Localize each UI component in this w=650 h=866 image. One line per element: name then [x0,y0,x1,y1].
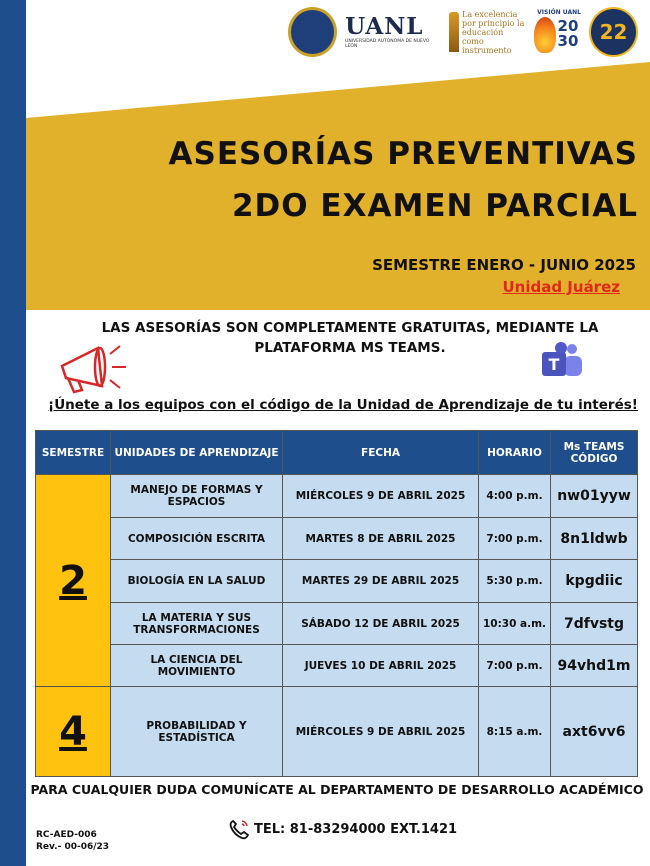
unit-cell: LA CIENCIA DEL MOVIMIENTO [111,645,283,687]
table-row [36,645,638,687]
date-cell: MARTES 8 DE ABRIL 2025 [283,518,479,560]
date-cell: MIÉRCOLES 9 DE ABRIL 2025 [283,475,479,518]
teams-code-cell: nw01yyw [551,475,638,518]
date-cell: MIÉRCOLES 9 DE ABRIL 2025 [283,687,479,777]
vision-logo-years: 20 30 [557,17,579,50]
left-blue-bar [0,0,26,866]
unit-cell: PROBABILIDAD Y ESTADÍSTICA [111,687,283,777]
excelencia-logo [449,10,526,55]
unit-cell: BIOLOGÍA EN LA SALUD [111,560,283,603]
schedule-table [35,430,638,777]
table-row [36,475,638,518]
teams-code-cell: 7dfvstg [551,603,638,645]
date-cell: SÁBADO 12 DE ABRIL 2025 [283,603,479,645]
table-row [36,687,638,777]
megaphone-icon [54,340,134,398]
table-header-row [36,431,638,475]
time-cell: 7:00 p.m. [479,518,551,560]
time-cell: 10:30 a.m. [479,603,551,645]
header-unidades: UNIDADES DE APRENDIZAJE [111,431,283,475]
svg-text:T: T [548,355,560,374]
date-cell: JUEVES 10 DE ABRIL 2025 [283,645,479,687]
time-cell: 4:00 p.m. [479,475,551,518]
unit-label: Unidad Juárez [502,278,620,296]
vision-2030-logo [534,9,581,55]
info-text: LAS ASESORÍAS SON COMPLETAMENTE GRATUITAS, MEDIANTE LA PLATAFORMA MS TEAMS. [101,320,599,356]
date-cell: MARTES 29 DE ABRIL 2025 [283,560,479,603]
anniversary-logo [589,7,638,57]
join-instruction: ¡Únete a los equipos con el código de la Unidad de Aprendizaje de tu interés! [48,397,638,413]
semester-label: SEMESTRE ENERO - JUNIO 2025 [372,256,636,274]
unit-cell: MANEJO DE FORMAS Y ESPACIOS [111,475,283,518]
ms-teams-icon [540,342,586,380]
uanl-logo [345,15,441,49]
phone-number: TEL: 81-83294000 EXT.1421 [254,821,458,837]
uanl-logo-subtitle: UNIVERSIDAD AUTÓNOMA DE NUEVO LEÓN [345,39,430,49]
teams-code-cell: kpgdiic [551,560,638,603]
header-fecha: FECHA [283,431,479,475]
phone-line [228,818,457,840]
teams-code-cell: 94vhd1m [551,645,638,687]
table-row [36,603,638,645]
time-cell: 8:15 a.m. [479,687,551,777]
header-horario: HORARIO [479,431,551,475]
uanl-seal-logo [288,7,337,57]
semester-cell: 2 [36,475,111,687]
teams-code-cell: axt6vv6 [551,687,638,777]
vision-logo-label: VISIÓN UANL [537,9,581,16]
time-cell: 5:30 p.m. [479,560,551,603]
logo-strip [288,4,638,60]
document-code-line-1: RC-AED-006 [36,830,97,840]
teams-code-cell: 8n1ldwb [551,518,638,560]
uanl-logo-text: UANL [345,13,424,40]
torch-icon [449,12,459,52]
table-row [36,560,638,603]
excelencia-logo-text: La excelencia por principio la educación como instrumento [462,9,525,55]
title-line-1: ASESORÍAS PREVENTIVAS [168,136,638,172]
footer-contact-text: PARA CUALQUIER DUDA COMUNÍCATE AL DEPARTAMENTO DE DESARROLLO ACADÉMICO [30,782,644,797]
flame-icon [534,17,556,53]
unit-cell: COMPOSICIÓN ESCRITA [111,518,283,560]
unit-cell: LA MATERIA Y SUS TRANSFORMACIONES [111,603,283,645]
semester-cell: 4 [36,687,111,777]
document-code-line-2: Rev.- 00-06/23 [36,842,110,852]
title-line-2: 2DO EXAMEN PARCIAL [231,188,638,224]
table-row [36,518,638,560]
phone-icon [228,818,250,840]
header-semestre: SEMESTRE [36,431,111,475]
header-teams-codigo: Ms TEAMS CÓDIGO [551,431,638,475]
time-cell: 7:00 p.m. [479,645,551,687]
anniversary-logo-text: 22 [599,20,628,44]
document-code [36,829,109,853]
